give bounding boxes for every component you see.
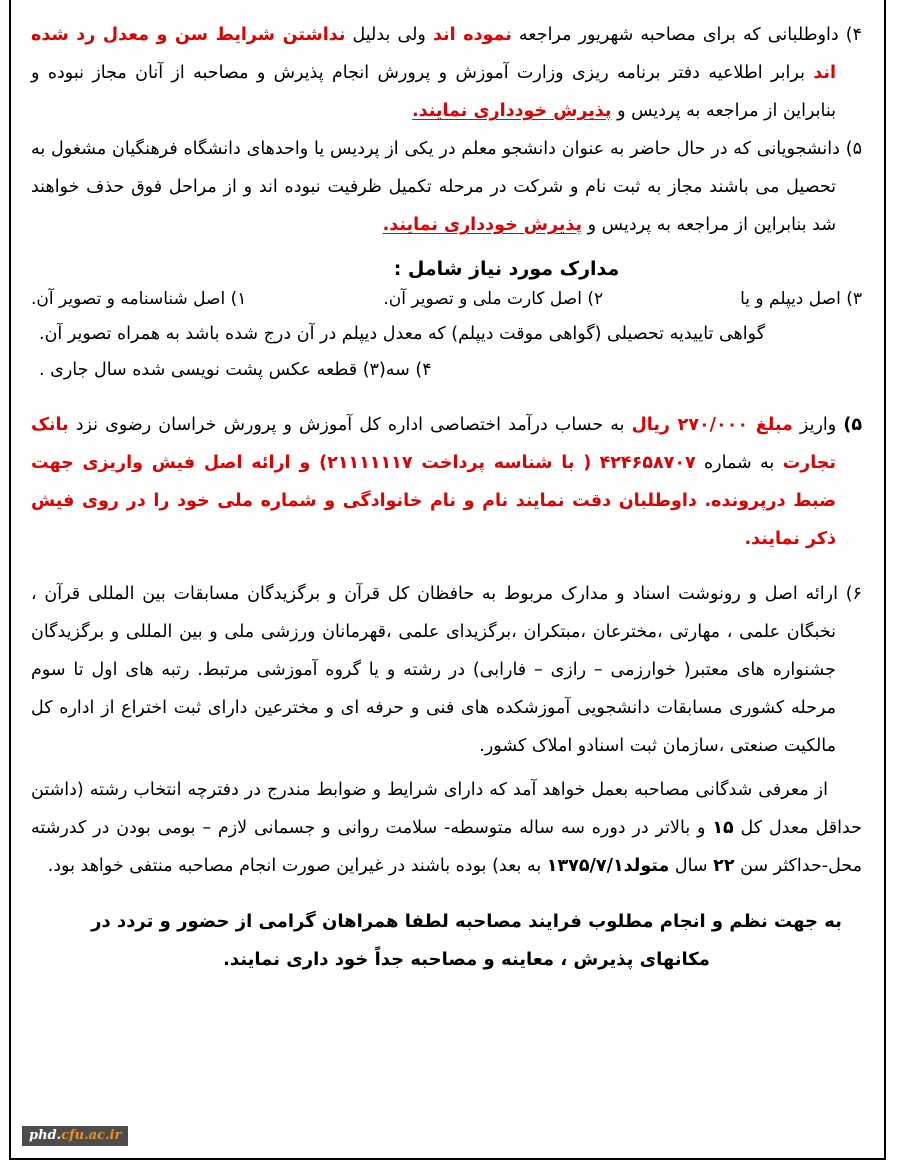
closing-text-2: و بالاتر در دوره سه ساله متوسطه- سلامت روانی و جسمانی لازم – بومی بودن در کدرشته محل-حداکثر سن	[31, 818, 862, 876]
paragraph-item-4	[31, 16, 862, 130]
documents-heading: مدارک مورد نیاز شامل :	[393, 258, 620, 280]
payment-bank-name: بانک تجارت	[31, 414, 836, 473]
item-4-number: ۴)	[845, 25, 862, 45]
payment-text-4	[591, 453, 599, 473]
closing-birth-date: متولد۱۳۷۵/۷/۱	[546, 856, 670, 876]
document-item-3-continued: گواهی تاییدیه تحصیلی (گواهی موقت دیپلم) که معدل دیپلم در آن درج شده باشد به همراه تصویر آن.	[39, 324, 766, 344]
document-item-4: ۴) سه(۳) قطعه عکس پشت نویسی شده سال جاری .	[39, 360, 432, 380]
closing-text-3: سال	[669, 856, 714, 876]
payment-account-number: ۴۲۴۶۵۸۷۰۷	[599, 452, 696, 473]
item-4-highlight-2: نداشتن شرایط سن و معدل رد شده اند	[31, 25, 836, 83]
item-4-highlight-1: نموده اند	[432, 25, 512, 45]
payment-number: ۵)	[843, 414, 863, 435]
closing-max-age: ۲۲	[713, 856, 735, 876]
closing-text-4: به بعد) بوده باشند در غیراین صورت انجام مصاحبه منتفی خواهد بود.	[47, 856, 547, 876]
item-4-text-1: داوطلبانی که برای مصاحبه شهریور مراجعه	[511, 25, 846, 45]
final-notice: به جهت نظم و انجام مطلوب فرایند مصاحبه لطفا همراهان گرامی از حضور و تردد در مکانهای پذیرش ، معاینه و مصاحبه جداً خود داری نمایند.	[91, 911, 842, 970]
closing-min-gpa: ۱۵	[712, 818, 734, 838]
paragraph-item-5	[31, 130, 862, 244]
paragraph-closing-conditions	[31, 771, 862, 885]
item-4-text-2: ولی بدلیل	[345, 25, 433, 45]
payment-instructions: و ارائه اصل فیش واریزی جهت ضبط درپرونده. داوطلبان دقت نمایند نام و نام خانوادگی و شماره ملی خود را در روی فیش ذکر نمایند.	[31, 452, 836, 549]
paragraph-item-6	[31, 575, 862, 765]
item-4-highlight-3: پذیرش خودداری نمایند.	[412, 101, 612, 121]
document-item-1: ۱) اصل شناسنامه و تصویر آن.	[31, 289, 247, 309]
payment-text-1: واریز	[792, 414, 844, 435]
item-5-number: ۵)	[845, 139, 862, 159]
payment-text-2: به حساب درآمد اختصاصی اداره کل آموزش و پرورش خراسان رضوی نزد	[68, 414, 632, 435]
watermark-domain: cfu.ac.ir	[61, 1128, 122, 1143]
documents-inline-row	[31, 282, 862, 316]
paragraph-payment	[31, 406, 862, 558]
payment-identifier: ( با شناسه پرداخت ۲۱۱۱۱۱۱۷)	[319, 452, 592, 473]
site-watermark	[22, 1126, 128, 1146]
closing-text-1: از معرفی شدگانی مصاحبه بعمل خواهد آمد که دارای شرایط و ضوابط مندرج در دفترچه انتخاب رشته (داشتن حداقل معدل کل	[31, 780, 862, 838]
document-page	[9, 0, 886, 1160]
document-content	[11, 0, 884, 979]
payment-text-3: به شماره	[695, 452, 783, 473]
payment-amount: مبلغ ۲۷۰/۰۰۰ ریال	[631, 414, 793, 435]
watermark-prefix: phd.	[29, 1128, 62, 1143]
item-6-number: ۶)	[845, 584, 862, 604]
document-item-2: ۲) اصل کارت ملی و تصویر آن.	[383, 289, 604, 309]
item-4-text-3: برابر اطلاعیه دفتر برنامه ریزی وزارت آموزش و پرورش انجام پذیرش و مصاحبه از آنان مجاز نبوده و بنابراین از مراجعه به پردیس و	[31, 63, 836, 121]
document-item-3: ۳) اصل دیپلم و یا	[740, 289, 862, 309]
item-5-text-1: دانشجویانی که در حال حاضر به عنوان دانشجو معلم در یکی از پردیس یا واحدهای دانشگاه فرهنگیان مشغول به تحصیل می باشند مجاز به ثبت نام و شرکت در مرحله تکمیل ظرفیت نبوده اند و از مراحل فوق حذف خواهند شد بنابراین از مراجعه به پردیس و	[31, 139, 846, 235]
item-5-highlight-1: پذیرش خودداری نمایند.	[382, 215, 583, 235]
item-6-text: ارائه اصل و رونوشت اسناد و مدارک مربوط به حافظان کل قرآن و برگزیدگان مسابقات بین المللی قرآن ، نخبگان علمی ، مهارتی ،مخترعان ،مبتکران ،برگزیدای علمی ،قهرمانان ورزشی ملی و بین المللی و برگزیدگان جشنواره های معتبر( خوارزمی – رازی – فارابی) در رشته و یا گروه آموزشی مرتبط. رتبه های اول تا سوم مرحله کشوری مسابقات دانشجویی آموزشکده های فنی و حرفه ای و مخترعین دارای ثبت اختراع از اداره کل مالکیت صنعتی ،سازمان ثبت اسنادو املاک کشور.	[31, 584, 846, 756]
